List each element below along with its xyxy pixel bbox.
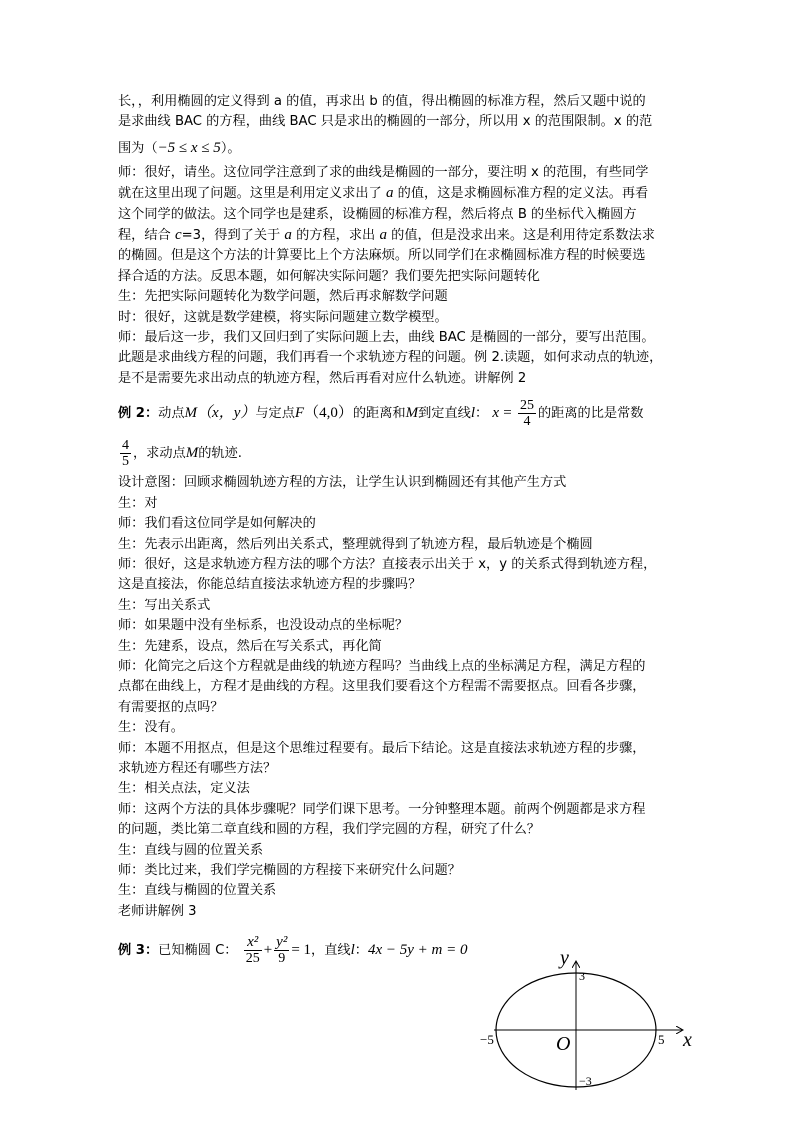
text-line: 师：如果题中没有坐标系，也没设动点的坐标呢？ [118, 618, 409, 634]
text-line: 长，，利用椭圆的定义得到 a 的值，再求出 b 的值，得出椭圆的标准方程，然后又题中说的 [118, 94, 646, 109]
text-line: 这是直接法，你能总结直接法求轨迹方程的步骤吗？ [118, 577, 422, 593]
text-line: 生：对 [118, 495, 158, 511]
example-2-statement-cont: $\frac{4}{5}$ ，求动点M的轨迹. [122, 437, 243, 469]
text-line: 有需要抠的点吗？ [118, 699, 224, 715]
text-line: 生：先建系，设点，然后在写关系式，再化简 [118, 638, 382, 654]
text-line: 就在这里出现了问题。这里是利用定义求出了 a 的值，这是求椭圆标准方程的定义法。再看 [118, 185, 649, 202]
text-line: 生：先表示出距离，然后列出关系式，整理就得到了轨迹方程，最后轨迹是个椭圆 [118, 536, 593, 552]
example-3-statement: 例 3：已知椭圆 C： $\frac{\text{x²}}{25}$ + $\frac{\text{y²}}{9}$ = 1，直线l：4x − 5y + m = 0 [118, 933, 468, 966]
text-line: 师：这两个方法的具体步骤呢？同学们课下思考。一分钟整理本题。前两个例题都是求方程 [118, 801, 646, 817]
origin-label: O [556, 1033, 571, 1055]
text-line: 生：直线与椭圆的位置关系 [118, 883, 277, 899]
text-line: 的问题，类比第二章直线和圆的方程，我们学完圆的方程，研究了什么？ [118, 822, 540, 838]
text-line: 师：很好，这是求轨迹方程方法的哪个方法？直接表示出关于 x，y 的关系式得到轨迹方程， [118, 556, 657, 572]
x-axis-label: x [683, 1029, 692, 1051]
text-line: 是不是需要先求出动点的轨迹方程，然后再看对应什么轨迹。讲解例 2 [118, 370, 527, 386]
tick-label-y-neg: −3 [579, 1074, 592, 1088]
y-axis-label: y [560, 947, 569, 969]
text-line: 此题是求曲线方程的问题，我们再看一个求轨迹方程的问题。例 2.读题，如何求动点的轨迹， [118, 350, 663, 366]
document-body [118, 92, 678, 970]
text-line: 生：相关点法，定义法 [118, 781, 250, 797]
text-line: 点都在曲线上，方程才是曲线的方程。这里我们要看这个方程需不需要抠点。回看各步骤， [118, 679, 646, 695]
text-line: 老师讲解例 3 [118, 903, 197, 919]
text-line: 生：写出关系式 [118, 597, 211, 613]
text-line: 生：先把实际问题转化为数学问题，然后再求解数学问题 [118, 289, 448, 305]
tick-label-x-neg: −5 [480, 1032, 494, 1047]
tick-label-y-pos: 3 [579, 969, 585, 983]
text-line: 这个同学的做法。这个同学也是建系，设椭圆的标准方程，然后将点 B 的坐标代入椭圆方 [118, 206, 637, 222]
text-line: 程，结合 c=3，得到了关于 a 的方程，求出 a 的值，但是没求出来。这是利用待定系数法求 [118, 227, 655, 244]
text-line: 师：本题不用抠点，但是这个思维过程要有。最后下结论。这是直接法求轨迹方程的步骤， [118, 740, 646, 756]
text-line: 的椭圆。但是这个方法的计算要比上个方法麻烦。所以同学们在求椭圆标准方程的时候要选 [118, 248, 646, 264]
text-line: 师：最后这一步，我们又回归到了实际问题上去，曲线 BAC 是椭圆的一部分，要写出范围。 [118, 330, 655, 346]
range-inequality: −5 ≤ x ≤ 5 [157, 139, 221, 156]
text-line: 生：直线与圆的位置关系 [118, 842, 264, 858]
fraction-x2-25: $\frac{\text{x²}}{25}$ [245, 933, 260, 966]
fraction-y2-9: $\frac{\text{y²}}{9}$ [276, 933, 288, 966]
text-line: 师：化简完之后这个方程就是曲线的轨迹方程吗？当曲线上点的坐标满足方程，满足方程的 [118, 658, 646, 674]
text-line: 生：没有。 [118, 720, 184, 736]
text-line: 设计意图：回顾求椭圆轨迹方程的方法，让学生认识到椭圆还有其他产生方式 [118, 475, 567, 491]
fraction-25-4: $\frac{25}{4}$ [519, 397, 534, 429]
fraction-4-5: $\frac{4}{5}$ [122, 437, 129, 469]
text-line: 师：类比过来，我们学完椭圆的方程接下来研究什么问题？ [118, 863, 461, 878]
text-line: 求轨迹方程还有哪些方法？ [118, 760, 277, 776]
text-line: 师：很好，请坐。这位同学注意到了求的曲线是椭圆的一部分，要注明 x 的范围，有些同学 [118, 164, 649, 180]
ellipse-diagram [480, 947, 696, 1098]
tick-label-x-pos: 5 [658, 1032, 665, 1047]
text-line: 师：我们看这位同学是如何解决的 [118, 516, 316, 532]
text-line: 时：很好，这就是数学建模，将实际问题建立数学模型。 [118, 309, 448, 325]
text-line: 是求曲线 BAC 的方程，曲线 BAC 只是求出的椭圆的一部分，所以用 x 的范围限制。x 的范 [118, 114, 653, 130]
text-line: 择合适的方法。反思本题，如何解决实际问题？我们要先把实际问题转化 [118, 268, 540, 284]
text-line: 围为（−5 ≤ x ≤ 5）。 [118, 139, 241, 156]
example-2-statement: 例 2：动点M（x，y）与定点F（4,0）的距离和M到定直线l： x = $\frac{25}{4}$ 的距离的比是常数 [118, 397, 644, 429]
